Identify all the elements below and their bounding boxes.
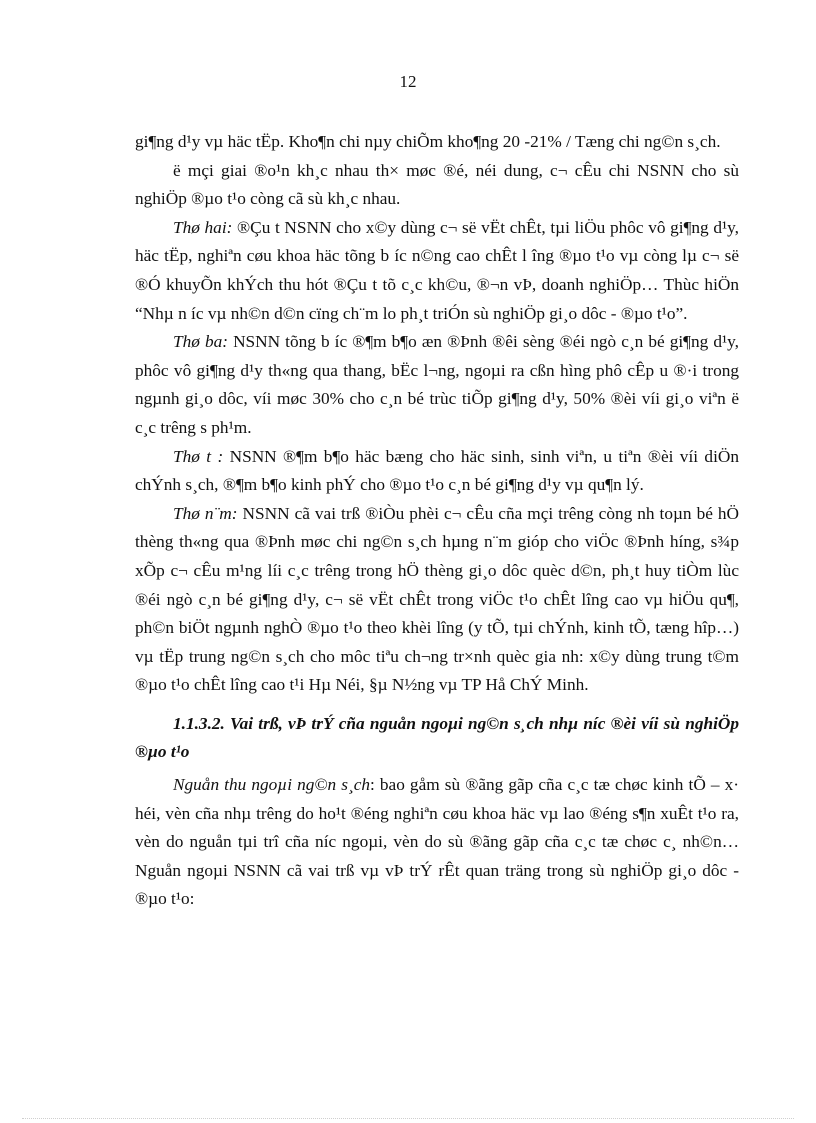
paragraph-2 bbox=[135, 157, 739, 214]
section-heading: 1.1.3.2. Vai trß, vÞ trÝ cña nguån ngoµi ng©n s¸ch nhµ níc ®èi víi sù nghiÖp ®µo t¹o bbox=[135, 713, 739, 762]
paragraph-closing bbox=[135, 771, 739, 914]
paragraph-text: ë mçi giai ®o¹n kh¸c nhau th× møc ®é, néi dung, c¬ cÊu chi NSNN cho sù nghiÖp ®µo t¹o còng cã sù kh¸c nhau. bbox=[135, 160, 739, 209]
document-body bbox=[135, 128, 739, 914]
paragraph-lead: Thø t : bbox=[173, 446, 224, 466]
paragraph-1 bbox=[135, 128, 739, 157]
paragraph-5 bbox=[135, 443, 739, 500]
paragraph-text: NSNN cã vai trß ®iÒu phèi c¬ cÊu cña mçi trêng còng nh toµn bé hÖ thèng th«ng qua ®Þnh møc chi ng©n s¸ch hµng n¨m gióp cho viÖc ®Þnh híng, s¾p xÕp c¬ cÊu m¹ng líi c¸c trêng trong hÖ thèng gi¸o dôc quèc d©n, ph¸t huy tiÒm lùc ®éi ngò c¸n bé gi¶ng d¹y, c¬ së vËt chÊt trong viÖc t¹o chÊt lîng cao vµ hiÖu qu¶, ph©n biÖt ngµnh nghÒ ®µo t¹o theo khèi lîng (y tÕ, tµi chÝnh, kinh tÕ, tæng hîp…) vµ tËp trung ng©n s¸ch cho môc tiªu ch¬ng tr×nh quèc gia nh: x©y dùng trung t©m ®µo t¹o chÊt lîng cao t¹i Hµ Néi, §µ N½ng vµ TP Hå ChÝ Minh. bbox=[135, 503, 739, 695]
paragraph-lead: Thø hai: bbox=[173, 217, 233, 237]
paragraph-text: gi¶ng d¹y vµ häc tËp. Kho¶n chi nµy chiÕm kho¶ng 20 -21% / Tæng chi ng©n s¸ch. bbox=[135, 132, 721, 151]
paragraph-lead: Thø n¨m: bbox=[173, 503, 238, 523]
paragraph-text: ®Çu t NSNN cho x©y dùng c¬ së vËt chÊt, tµi liÖu phôc vô gi¶ng d¹y, häc tËp, nghiªn cøu khoa häc tõng b íc n©ng cao chÊt l îng ®µo t¹o vµ còng lµ c¬ së ®Ó khuyÕn khÝch thu hót ®Çu t tõ c¸c kh©u, ®¬n vÞ, doanh nghiÖp… Thùc hiÖn “Nhµ n íc vµ nh©n d©n cïng ch¨m lo ph¸t triÓn sù nghiÖp gi¸o dôc - ®µo t¹o”. bbox=[135, 217, 739, 323]
footer-divider bbox=[22, 1118, 794, 1119]
paragraph-lead: Thø ba: bbox=[173, 332, 228, 352]
paragraph-text: NSNN tõng b íc ®¶m b¶o æn ®Þnh ®êi sèng ®éi ngò c¸n bé gi¶ng d¹y, phôc vô gi¶ng d¹y th«ng qua thang, bËc l¬ng, ngoµi ra cßn hìng phô cÊp u ®·i trong ngµnh gi¸o dôc, víi møc 30% cho c¸n bé trùc tiÕp gi¶ng d¹y, 50% ®èi víi gi¸o viªn ë c¸c trêng s ph¹m. bbox=[135, 332, 740, 437]
page-number: 12 bbox=[399, 72, 417, 91]
paragraph-lead: Nguån thu ngoµi ng©n s¸ch bbox=[173, 775, 371, 795]
paragraph-3 bbox=[135, 214, 739, 328]
paragraph-4 bbox=[135, 328, 739, 442]
paragraph-6 bbox=[135, 500, 739, 700]
paragraph-text: : bao gåm sù ®ãng gãp cña c¸c tæ chøc kinh tÕ – x· héi, vèn cña nhµ trêng do ho¹t ®éng nghiªn cøu khoa häc vµ lao ®éng s¶n xuÊt t¹o ra, vèn do nguån tµi trî cña níc ngoµi, vèn do sù ®ãng gãp cña c¸c tæ chøc c¸ nh©n… Nguån ngoµi NSNN cã vai trß vµ vÞ trÝ rÊt quan träng trong sù nghiÖp gi¸o dôc - ®µo t¹o: bbox=[135, 775, 739, 909]
paragraph-text: NSNN ®¶m b¶o häc bæng cho häc sinh, sinh viªn, u tiªn ®èi víi diÖn chÝnh s¸ch, ®¶m b¶o kinh phÝ cho ®µo t¹o c¸n bé gi¶ng d¹y vµ qu¶n lý. bbox=[135, 446, 739, 495]
